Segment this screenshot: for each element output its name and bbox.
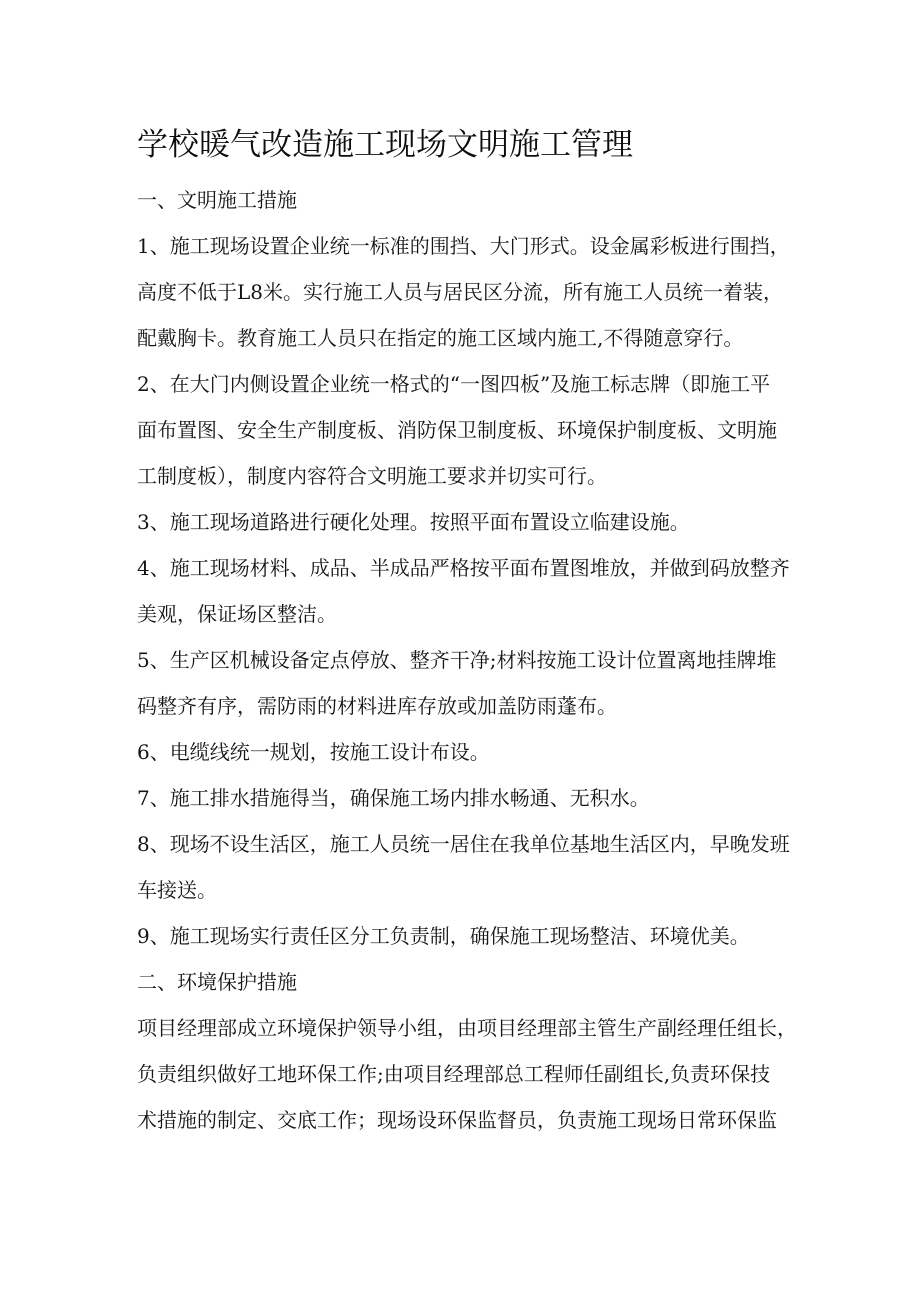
paragraph-line: 车接送。 (137, 878, 217, 902)
section-heading-environmental-protection: 二、环境保护措施 (137, 970, 297, 994)
paragraph-line: 6、电缆线统一规划，按施工设计布设。 (137, 740, 490, 764)
paragraph-line: 1、施工现场设置企业统一标准的围挡、大门形式。设金属彩板进行围挡， (137, 234, 790, 258)
paragraph-line: 负责组织做好工地环保工作;由项目经理部总工程师任副组长,负责环保技 (137, 1062, 771, 1086)
document-body (137, 177, 797, 1143)
document-title: 学校暖气改造施工现场文明施工管理 (137, 127, 633, 163)
paragraph-line: 美观，保证场区整洁。 (137, 602, 337, 626)
paragraph-line: 码整齐有序，需防雨的材料进库存放或加盖防雨蓬布。 (137, 694, 617, 718)
paragraph-line: 8、现场不设生活区，施工人员统一居住在我单位基地生活区内，早晚发班 (137, 832, 790, 856)
paragraph-line: 5、生产区机械设备定点停放、整齐干净;材料按施工设计位置离地挂牌堆 (137, 648, 777, 672)
section-heading-civilized-construction: 一、文明施工措施 (137, 188, 297, 212)
paragraph-line: 工制度板），制度内容符合文明施工要求并切实可行。 (137, 464, 607, 488)
paragraph-line: 7、施工排水措施得当，确保施工场内排水畅通、无积水。 (137, 786, 650, 810)
paragraph-line: 9、施工现场实行责任区分工负责制，确保施工现场整洁、环境优美。 (137, 924, 750, 948)
paragraph-line: 2、在大门内侧设置企业统一格式的“一图四板”及施工标志牌（即施工平 (137, 372, 771, 396)
paragraph-line: 术措施的制定、交底工作；现场设环保监督员，负责施工现场日常环保监 (137, 1108, 777, 1132)
paragraph-line: 3、施工现场道路进行硬化处理。按照平面布置设立临建设施。 (137, 510, 690, 534)
paragraph-line: 4、施工现场材料、成品、半成品严格按平面布置图堆放，并做到码放整齐 (137, 556, 790, 580)
paragraph-line: 配戴胸卡。教育施工人员只在指定的施工区域内施工,不得随意穿行。 (137, 326, 744, 350)
paragraph-line: 面布置图、安全生产制度板、消防保卫制度板、环境保护制度板、文明施 (137, 418, 777, 442)
paragraph-line: 项目经理部成立环境保护领导小组，由项目经理部主管生产副经理任组长， (137, 1016, 797, 1040)
paragraph-line: 高度不低于L8米。实行施工人员与居民区分流，所有施工人员统一着装， (137, 280, 784, 304)
